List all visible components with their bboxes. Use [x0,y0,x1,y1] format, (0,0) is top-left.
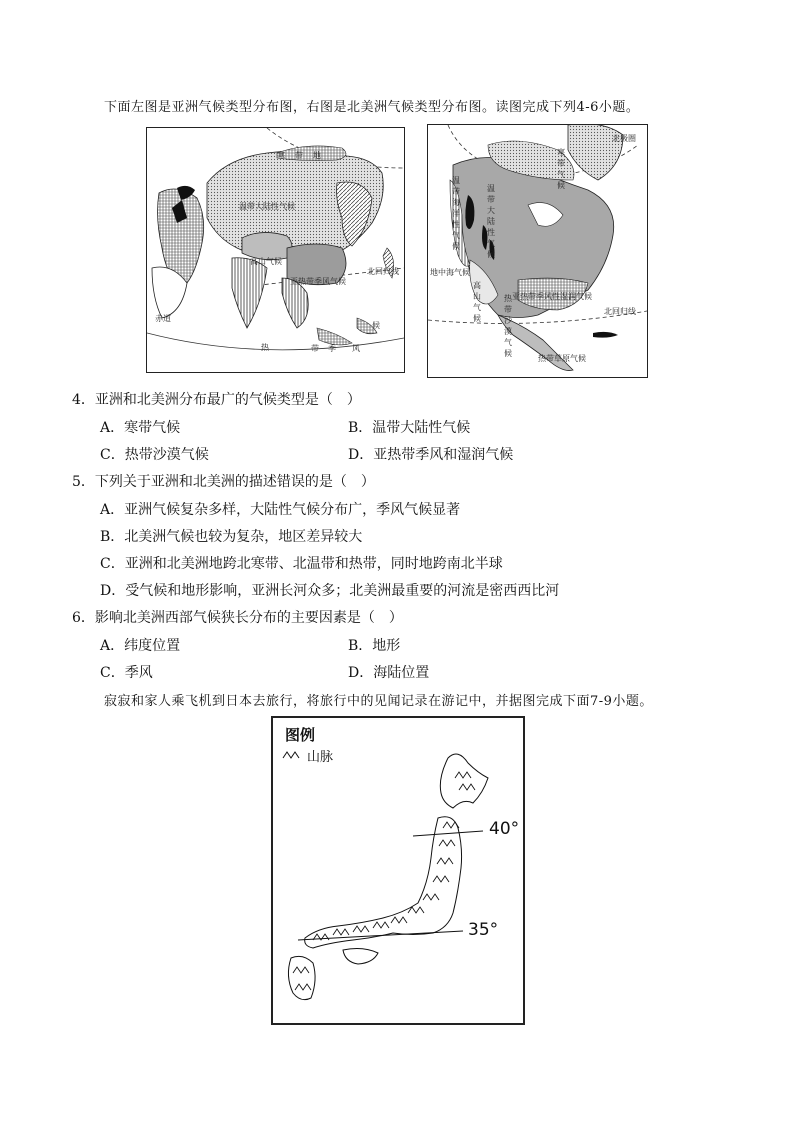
na-label-tropic-cancer: 北回归线 [604,307,636,316]
asia-label-subtropical-monsoon: 亚热带季风气候 [290,277,346,286]
question-4-stem: 4．亚洲和北美洲分布最广的气候类型是（ ） [72,392,361,408]
asia-label-highland: 高山气候 [250,257,282,266]
asia-map-graphic [147,128,404,372]
q5-option-c[interactable]: C．亚洲和北美洲地跨北寒带、北温带和热带，同时地跨南北半球 [100,556,503,572]
q5-option-d[interactable]: D．受气候和地形影响，亚洲长河众多；北美洲最重要的河流是密西西比河 [100,583,560,599]
asia-label-monsoon: 带 [311,344,319,353]
na-label-arctic-circle: 北极圈 [612,134,636,143]
na-label-highland: 高 山 气 候 [473,281,481,323]
na-label-subtropical-humid: 亚热带季风性湿润气候 [512,292,592,301]
asia-label-hou: 候 [372,321,380,330]
intro-text-1: 下面左图是亚洲气候类型分布图，右图是北美洲气候类型分布图。读图完成下列4-6小题。 [104,100,640,115]
question-6-stem: 6．影响北美洲西部气候狭长分布的主要因素是（ ） [72,610,403,626]
asia-climate-map [146,127,405,373]
q6-option-c[interactable]: C．季风 [100,665,153,681]
asia-label-equator: 赤道 [155,314,171,323]
na-label-temperate-continental: 温 带 大 陆 性 气 候 [487,184,495,259]
japan-map [271,716,525,1025]
asia-label-temperate-continental: 温带大陆性气候 [239,202,295,211]
asia-label-tropic-cancer: 北回归线 [367,267,399,276]
q5-option-b[interactable]: B．北美洲气候也较为复杂，地区差异较大 [100,529,363,545]
mountain-range-icon [283,752,299,758]
q4-option-a[interactable]: A．寒带气候 [100,420,181,436]
q6-option-d[interactable]: D．海陆位置 [348,665,430,681]
legend-item-mountain: 山脉 [307,750,334,765]
na-label-frigid: 寒 带 气 候 [557,148,565,190]
asia-label-climate: 季 [328,344,336,353]
latitude-40-label: 40° [489,819,520,839]
latitude-35-label: 35° [468,920,499,940]
asia-label-frigid: 寒 [277,151,285,160]
na-label-marine: 温 带 海 洋 性 气 候 [452,176,460,251]
q4-option-b[interactable]: B．温带大陆性气候 [348,420,471,436]
na-label-tropical-savanna: 热带草原气候 [538,354,586,363]
q6-option-b[interactable]: B．地形 [348,638,401,654]
legend-title: 图例 [285,726,316,744]
na-label-mediterranean: 地中海气候 [430,268,470,277]
q6-option-a[interactable]: A．纬度位置 [100,638,181,654]
q5-option-a[interactable]: A．亚洲气候复杂多样，大陆性气候分布广，季风气候显著 [100,502,461,518]
asia-label-wind: 风 [352,344,360,353]
na-label-desert: 热 带 沙 漠 气 候 [504,294,512,358]
question-5-stem: 5．下列关于亚洲和北美洲的描述错误的是（ ） [72,474,375,490]
q4-option-c[interactable]: C．热带沙漠气候 [100,447,209,463]
intro-text-2: 寂寂和家人乘飞机到日本去旅行，将旅行中的见闻记录在游记中，并据图完成下面7-9小题。 [104,694,653,709]
asia-label-zone: 带 [295,151,303,160]
asia-label-ground: 地 [313,151,321,160]
asia-label-tropical: 热 [261,343,269,352]
north-america-climate-map [427,124,648,378]
q4-option-d[interactable]: D．亚热带季风和湿润气候 [348,447,514,463]
